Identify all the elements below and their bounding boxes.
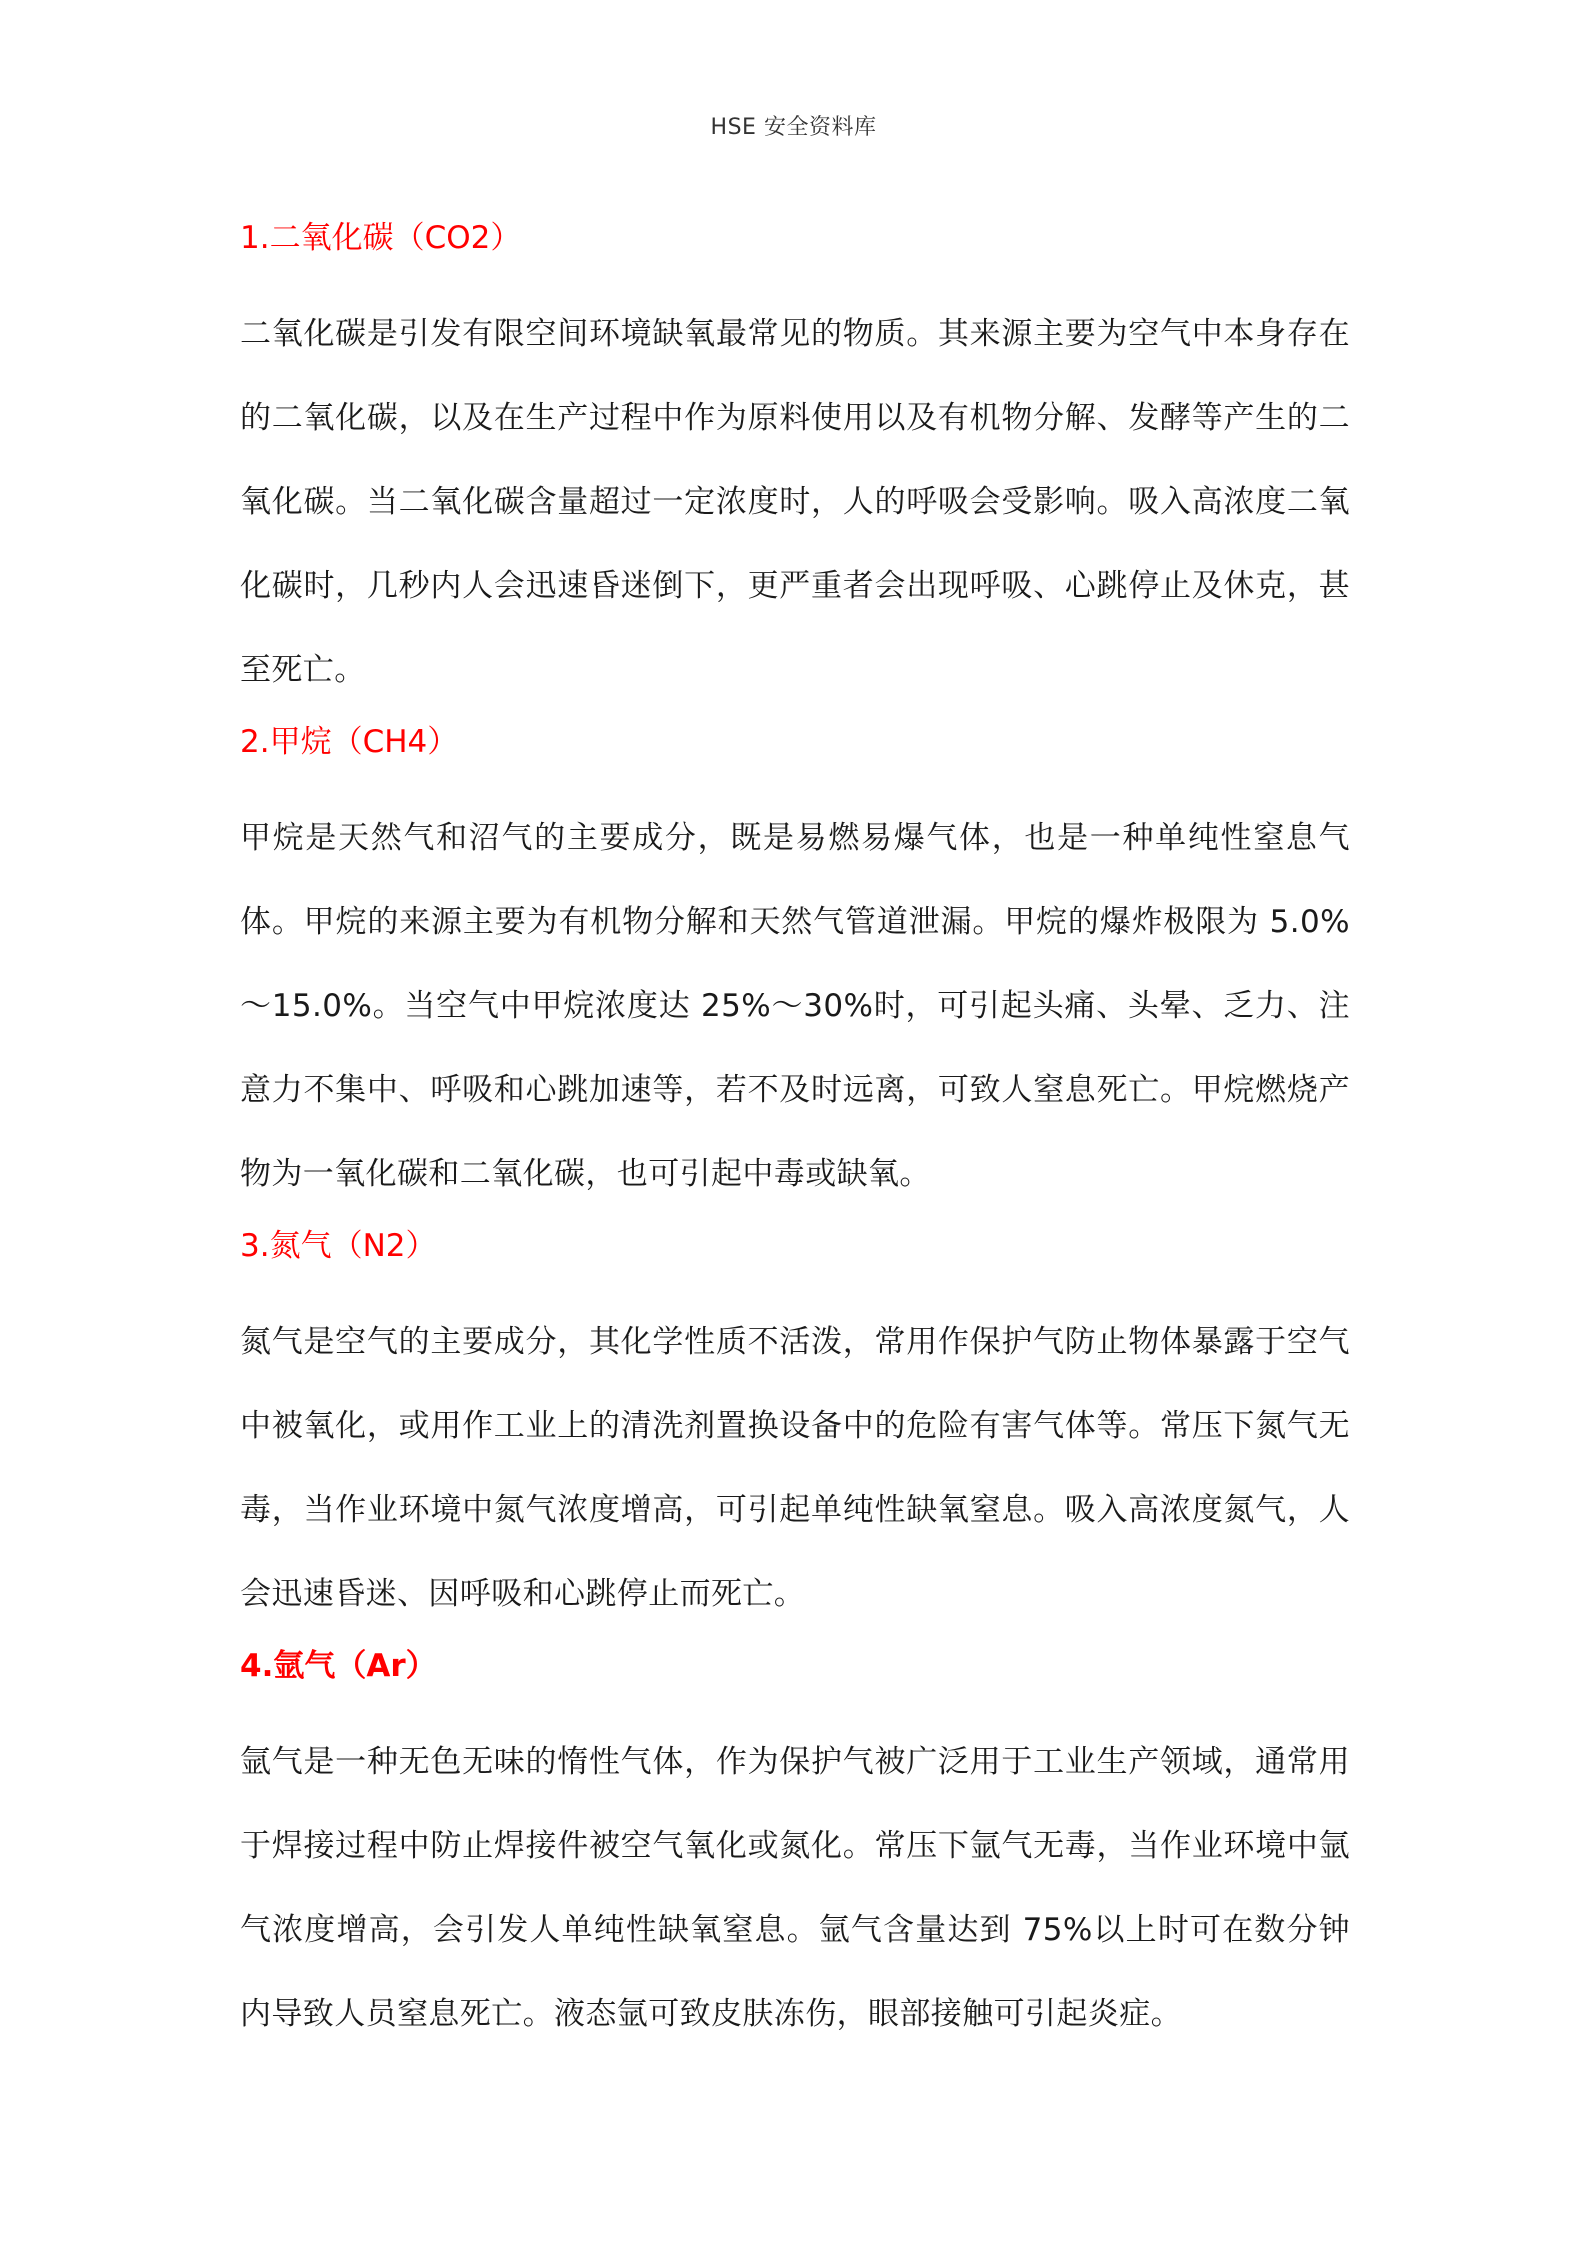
- section-ar: [240, 1636, 1350, 2056]
- section-heading-n2: 3.氮气（N2）: [240, 1228, 437, 1264]
- page-header: HSE 安全资料库: [710, 115, 877, 140]
- section-heading-ar: 4.氩气（Ar）: [240, 1648, 437, 1684]
- section-body-co2: 二氧化碳是引发有限空间环境缺氧最常见的物质。其来源主要为空气中本身存在的二氧化碳，以及在生产过程中作为原料使用以及有机物分解、发酵等产生的二氧化碳。当二氧化碳含量超过一定浓度时，人的呼吸会受影响。吸入高浓度二氧化碳时，几秒内人会迅速昏迷倒下，更严重者会出现呼吸、心跳停止及休克，甚至死亡。: [240, 316, 1350, 688]
- section-body-n2: 氮气是空气的主要成分，其化学性质不活泼，常用作保护气防止物体暴露于空气中被氧化，或用作工业上的清洗剂置换设备中的危险有害气体等。常压下氮气无毒，当作业环境中氮气浓度增高，可引起单纯性缺氧窒息。吸入高浓度氮气，人会迅速昏迷、因呼吸和心跳停止而死亡。: [240, 1324, 1350, 1612]
- section-ch4: [240, 712, 1350, 1216]
- section-n2: [240, 1216, 1350, 1636]
- section-heading-co2: 1.二氧化碳（CO2）: [240, 220, 522, 256]
- section-body-ar: 氩气是一种无色无味的惰性气体，作为保护气被广泛用于工业生产领域，通常用于焊接过程中防止焊接件被空气氧化或氮化。常压下氩气无毒，当作业环境中氩气浓度增高，会引发人单纯性缺氧窒息。氩气含量达到 75%以上时可在数分钟内导致人员窒息死亡。液态氩可致皮肤冻伤，眼部接触可引起炎症。: [240, 1744, 1350, 2032]
- section-heading-ch4: 2.甲烷（CH4）: [240, 724, 459, 760]
- section-co2: [240, 208, 1350, 712]
- document-content: [240, 208, 1350, 2056]
- section-body-ch4: 甲烷是天然气和沼气的主要成分，既是易燃易爆气体，也是一种单纯性窒息气体。甲烷的来源主要为有机物分解和天然气管道泄漏。甲烷的爆炸极限为 5.0%～15.0%。当空气中甲烷浓度达 25%～30%时，可引起头痛、头晕、乏力、注意力不集中、呼吸和心跳加速等，若不及时远离，可致人窒息死亡。甲烷燃烧产物为一氧化碳和二氧化碳，也可引起中毒或缺氧。: [240, 820, 1350, 1192]
